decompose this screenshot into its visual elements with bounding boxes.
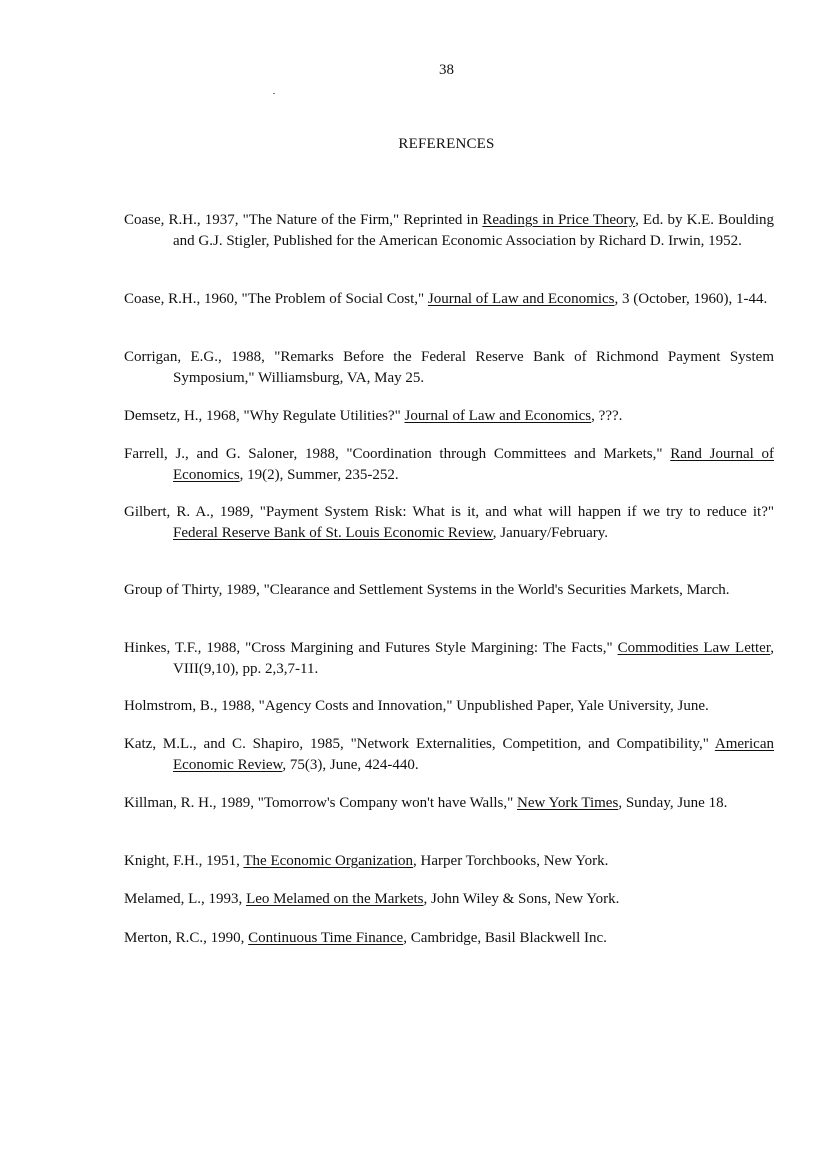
reference-entry: Katz, M.L., and C. Shapiro, 1985, "Network Externalities, Competition, and Compatibility," American Economic Review, 75(3), June, 424-440. <box>124 736 774 773</box>
page-number: 38 <box>439 62 454 78</box>
reference-entry: Knight, F.H., 1951, The Economic Organization, Harper Torchbooks, New York. <box>124 853 609 869</box>
reference-source: Readings in Price Theory <box>482 212 636 228</box>
reference-entry: Merton, R.C., 1990, Continuous Time Finance, Cambridge, Basil Blackwell Inc. <box>124 930 607 946</box>
reference-source: Journal of Law and Economics <box>404 408 592 424</box>
reference-entry: Hinkes, T.F., 1988, "Cross Margining and Futures Style Margining: The Facts," Commodities Law Letter, VIII(9,10), pp. 2,3,7-11. <box>124 640 774 677</box>
reference-source: The Economic Organization <box>243 853 414 869</box>
reference-entry: Killman, R. H., 1989, "Tomorrow's Company won't have Walls," New York Times, Sunday, June 18. <box>124 795 728 811</box>
reference-source: Rand Journal of Economics <box>173 446 774 483</box>
reference-source: Continuous Time Finance <box>248 930 404 946</box>
reference-source: Federal Reserve Bank of St. Louis Economic Review <box>173 525 493 541</box>
reference-source: American Economic Review <box>173 736 774 773</box>
scan-speck <box>273 93 275 94</box>
reference-entry: Coase, R.H., 1937, "The Nature of the Firm," Reprinted in Readings in Price Theory, Ed. by K.E. Boulding and G.J. Stigler, Published for the American Economic Association by Richard D. Irwin, 1952. <box>124 212 775 249</box>
reference-source: New York Times <box>517 795 619 811</box>
reference-source: Leo Melamed on the Markets <box>246 891 424 907</box>
reference-entry: Coase, R.H., 1960, "The Problem of Social Cost," Journal of Law and Economics, 3 (October, 1960), 1-44. <box>124 291 768 307</box>
reference-entry: Gilbert, R. A., 1989, "Payment System Risk: What is it, and what will happen if we try to reduce it?" Federal Reserve Bank of St. Louis Economic Review, January/February. <box>124 504 774 541</box>
reference-source: Commodities Law Letter <box>617 640 771 656</box>
reference-entry: Farrell, J., and G. Saloner, 1988, "Coordination through Committees and Markets," Rand Journal of Economics, 19(2), Summer, 235-252. <box>124 446 774 483</box>
reference-entry: Melamed, L., 1993, Leo Melamed on the Markets, John Wiley & Sons, New York. <box>124 891 620 907</box>
reference-entry: Holmstrom, B., 1988, "Agency Costs and Innovation," Unpublished Paper, Yale University, June. <box>124 698 709 714</box>
reference-source: Journal of Law and Economics <box>427 291 615 307</box>
reference-entry: Demsetz, H., 1968, "Why Regulate Utilities?" Journal of Law and Economics, ???. <box>124 408 623 424</box>
reference-entry: Corrigan, E.G., 1988, "Remarks Before the Federal Reserve Bank of Richmond Payment System Symposium," Williamsburg, VA, May 25. <box>124 349 774 386</box>
reference-entry: Group of Thirty, 1989, "Clearance and Settlement Systems in the World's Securities Markets, March. <box>124 582 730 598</box>
references-heading: REFERENCES <box>398 136 495 152</box>
